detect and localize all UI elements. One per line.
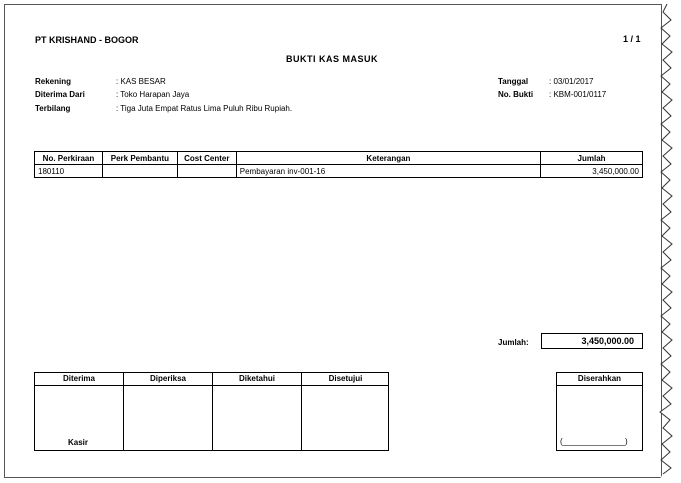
signature-disetujui xyxy=(302,373,389,450)
terbilang-label: Terbilang xyxy=(35,104,71,113)
diterima-dari-label: Diterima Dari xyxy=(35,90,85,99)
no-bukti-value: : KBM-001/0117 xyxy=(549,90,607,99)
signature-diserahkan xyxy=(556,372,643,451)
torn-edge xyxy=(657,0,681,483)
cell-cost-center xyxy=(177,165,236,178)
diserahkan-signature-line: (______________) xyxy=(560,437,628,446)
diketahui-label: Diketahui xyxy=(213,373,301,386)
total-label: Jumlah: xyxy=(498,338,529,347)
table-header-row xyxy=(35,152,643,165)
cell-no-perkiraan: 180110 xyxy=(35,165,103,178)
terbilang-value: : Tiga Juta Empat Ratus Lima Puluh Ribu Rupiah. xyxy=(116,104,293,113)
kasir-label: Kasir xyxy=(68,438,89,447)
signature-diketahui xyxy=(213,373,302,450)
diterima-label: Diterima xyxy=(35,373,123,386)
cell-jumlah: 3,450,000.00 xyxy=(541,165,643,178)
rekening-label: Rekening xyxy=(35,77,72,86)
col-jumlah: Jumlah xyxy=(541,152,643,165)
signature-diperiksa xyxy=(124,373,213,450)
cell-keterangan: Pembayaran inv-001-16 xyxy=(236,165,540,178)
tanggal-value: : 03/01/2017 xyxy=(549,77,594,86)
table-row xyxy=(35,165,643,178)
diserahkan-label: Diserahkan xyxy=(557,373,642,386)
col-perk-pembantu: Perk Pembantu xyxy=(102,152,177,165)
detail-table xyxy=(34,151,643,178)
page-number: 1 / 1 xyxy=(623,34,641,44)
document-title: BUKTI KAS MASUK xyxy=(286,54,378,64)
cell-perk-pembantu xyxy=(102,165,177,178)
signature-block xyxy=(34,372,389,451)
rekening-value: : KAS BESAR xyxy=(116,77,166,86)
signature-diterima xyxy=(35,373,124,450)
total-value: 3,450,000.00 xyxy=(541,333,643,349)
no-bukti-label: No. Bukti xyxy=(498,90,534,99)
col-no-perkiraan: No. Perkiraan xyxy=(35,152,103,165)
diperiksa-label: Diperiksa xyxy=(124,373,212,386)
diterima-dari-value: : Toko Harapan Jaya xyxy=(116,90,190,99)
col-keterangan: Keterangan xyxy=(236,152,540,165)
company-name: PT KRISHAND - BOGOR xyxy=(35,35,139,45)
col-cost-center: Cost Center xyxy=(177,152,236,165)
disetujui-label: Disetujui xyxy=(302,373,389,386)
tanggal-label: Tanggal xyxy=(498,77,529,86)
